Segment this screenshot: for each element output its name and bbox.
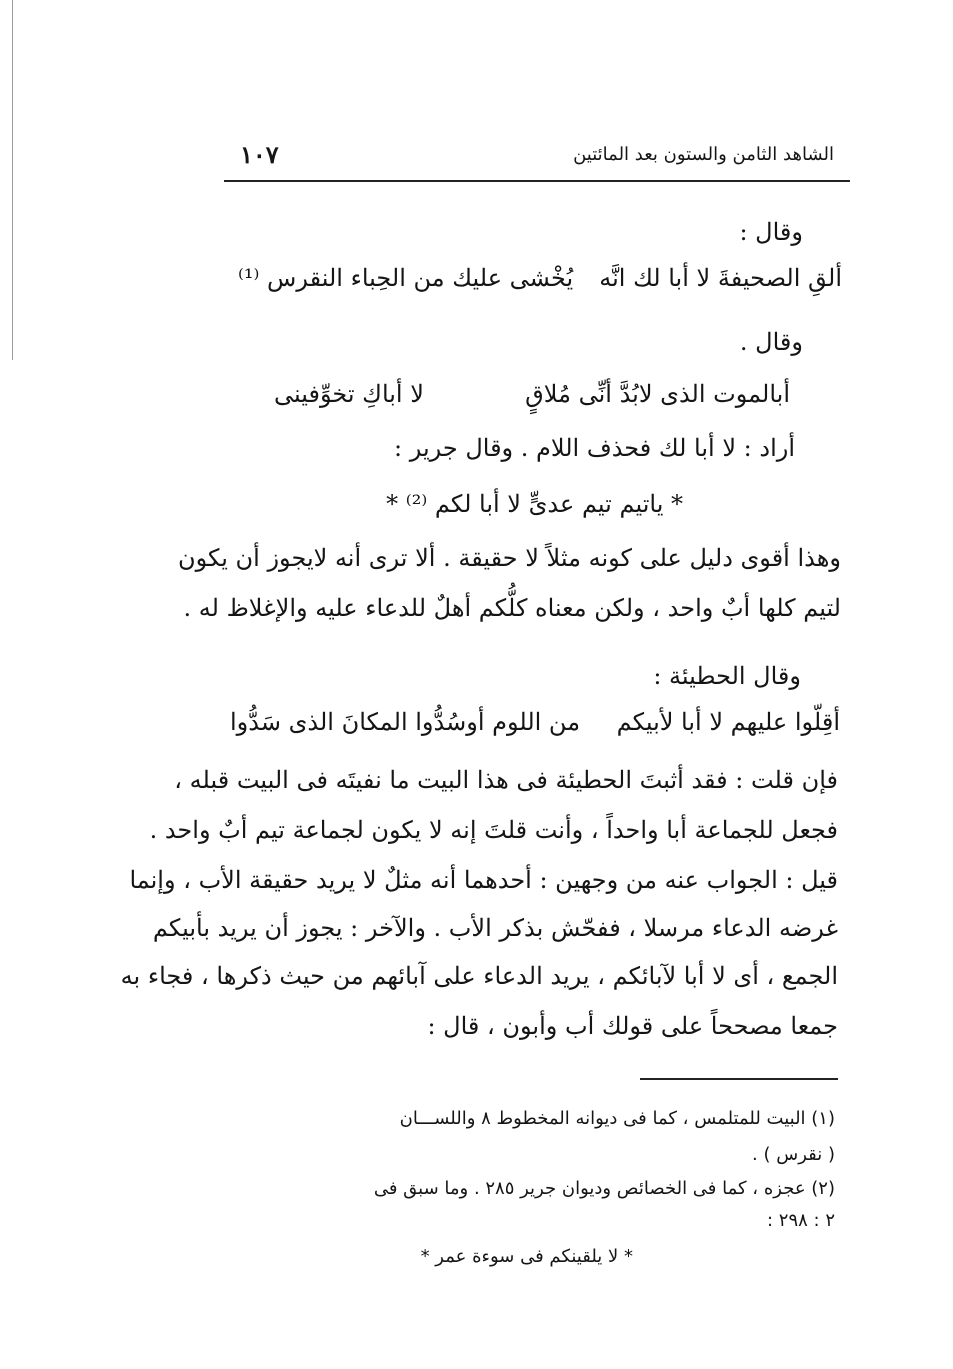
text-line: أراد : لا أبا لك فحذف اللام . وقال جرير :: [393, 434, 795, 462]
verse-hemistich-second: يُخْشى عليك من الحِباء النقرس ⁽¹⁾: [238, 264, 574, 292]
paragraph-line: غرضه الدعاء مرسلا ، ففحّش بذكر الأب . والآخر : يجوز أن يريد بأبيكم: [152, 914, 838, 942]
footnote-line: ( نقرس ) .: [752, 1144, 835, 1165]
paragraph-line: فإن قلت : فقد أثبتَ الحطيئة فى هذا البيت ما نفيتَه فى البيت قبله ،: [174, 766, 838, 794]
paragraph-line: فجعل للجماعة أبا واحداً ، وأنت قلتَ إنه لا يكون لجماعة تيم أبٌ واحد .: [149, 816, 838, 844]
footnote-verse: * لا يلقينكم فى سوءة عمر *: [420, 1246, 633, 1267]
footnote-line: (٢) عجزه ، كما فى الخصائص وديوان جرير ٢٨٥ . وما سبق فى: [373, 1178, 835, 1199]
verse-line: [220, 378, 790, 410]
verse-hemistich-first: أقِلّوا عليهم لا أبا لأبيكم: [616, 708, 840, 736]
page-number: ١٠٧: [240, 140, 279, 169]
verse-hemistich-second: من اللوم أوسُدُّوا المكانَ الذى سَدُّوا: [230, 708, 581, 736]
paragraph-line: جمعا مصححاً على قولك أب وأبون ، قال :: [427, 1012, 838, 1040]
paragraph-line: الجمع ، أى لا أبا لآبائكم ، يريد الدعاء على آبائهم من حيث ذكرها ، فجاء به: [120, 962, 838, 990]
verse-hemistich-first: ألقِ الصحيفةَ لا أبا لك انَّه: [599, 264, 842, 292]
footnote-line: ٢ : ٢٩٨ :: [767, 1210, 835, 1231]
paragraph-line: لتيم كلها أبٌ واحد ، ولكن معناه كلُّكم أهلٌ للدعاء عليه والإغلاظ له .: [183, 594, 841, 622]
verse-quote: * ياتيم تيم عدىٍّ لا أبا لكم ⁽²⁾ *: [386, 490, 683, 518]
text-line: وقال :: [739, 218, 803, 246]
running-title: الشاهد الثامن والستون بعد المائتين: [573, 144, 834, 165]
footnote-rule: [640, 1078, 838, 1080]
scan-edge-line: [12, 0, 13, 360]
paragraph-line: وهذا أقوى دليل على كونه مثلاً لا حقيقة . ألا ترى أنه لايجوز أن يكون: [177, 544, 841, 572]
text-line: وقال الحطيئة :: [653, 662, 801, 690]
footnote-line: (١) البيت للمتلمس ، كما فى ديوانه المخطوط ٨ واللســـان: [399, 1108, 835, 1129]
paragraph-line: قيل : الجواب عنه من وجهين : أحدهما أنه مثلٌ لا يريد حقيقة الأب ، وإنما: [129, 866, 838, 894]
header-rule: [224, 180, 850, 182]
verse-line: [220, 262, 842, 294]
page-header: [224, 140, 850, 176]
text-line: وقال .: [739, 328, 803, 356]
verse-hemistich-second: لا أباكِ تخوِّفينى: [274, 380, 424, 408]
verse-line: [220, 706, 840, 738]
verse-hemistich-first: أبالموت الذى لابُدَّ أنِّى مُلاقٍ: [525, 380, 790, 408]
